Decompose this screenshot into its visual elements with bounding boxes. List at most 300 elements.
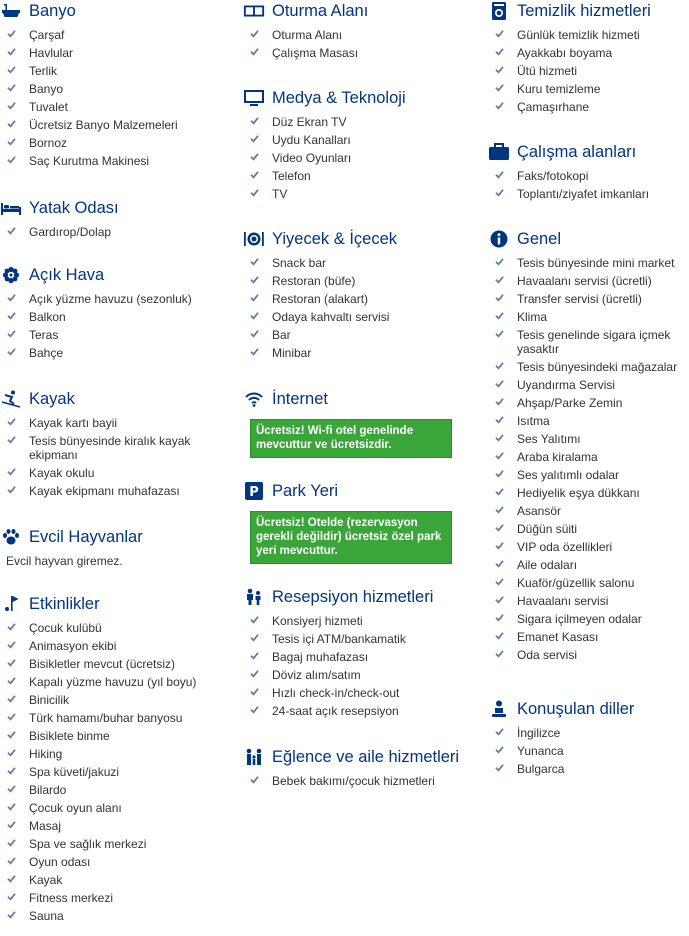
amenity-item <box>0 98 240 116</box>
check-icon <box>250 311 259 320</box>
check-icon <box>250 257 259 266</box>
amenity-list <box>0 26 240 170</box>
amenity-item <box>0 673 240 691</box>
check-icon <box>7 65 16 74</box>
section-title: Eğlence ve aile hizmetleri <box>243 746 483 768</box>
amenity-item <box>0 835 240 853</box>
check-icon <box>250 347 259 356</box>
section-title: P Park Yeri <box>243 480 483 502</box>
amenity-label: Klima <box>517 310 548 324</box>
amenity-label: Snack bar <box>272 256 327 270</box>
paw-icon <box>0 528 22 546</box>
check-icon <box>7 155 16 164</box>
check-icon <box>250 134 259 143</box>
check-icon <box>7 712 16 721</box>
amenity-item <box>243 344 483 362</box>
check-icon <box>495 379 504 388</box>
amenity-label: Toplantı/ziyafet imkanları <box>517 187 650 201</box>
check-icon <box>7 658 16 667</box>
amenity-item <box>488 376 688 394</box>
amenity-label: Binicilik <box>29 693 70 707</box>
amenity-label: Hediyelik eşya dükkanı <box>517 486 640 500</box>
amenity-label: Teras <box>29 328 59 342</box>
amenity-item <box>488 448 688 466</box>
amenity-item <box>243 44 483 62</box>
amenity-label: Faks/fotokopi <box>517 169 589 183</box>
amenity-item <box>488 520 688 538</box>
amenity-label: Çocuk kulübü <box>29 621 102 635</box>
cutlery-icon <box>243 230 265 248</box>
amenity-label: Ses Yalıtımı <box>517 432 581 446</box>
amenity-label: Restoran (büfe) <box>272 274 356 288</box>
check-icon <box>495 293 504 302</box>
amenity-label: Hızlı check-in/check-out <box>272 686 400 700</box>
section-title: Çalışma alanları <box>488 141 688 163</box>
check-icon <box>250 47 259 56</box>
amenity-item <box>488 628 688 646</box>
amenity-label: Odaya kahvaltı servisi <box>272 310 390 324</box>
section-internet <box>243 388 483 458</box>
amenity-item <box>0 44 240 62</box>
amenity-label: Bar <box>272 328 291 342</box>
section-title: Etkinlikler <box>0 593 240 615</box>
amenity-item <box>243 272 483 290</box>
check-icon <box>7 892 16 901</box>
amenity-label: TV <box>272 187 288 201</box>
check-icon <box>250 29 259 38</box>
amenity-label: Döviz alım/satım <box>272 668 361 682</box>
amenity-label: Masaj <box>29 819 62 833</box>
check-icon <box>495 275 504 284</box>
amenity-label: Düğün süiti <box>517 522 578 536</box>
amenity-item <box>0 152 240 170</box>
parking-icon <box>243 482 265 500</box>
amenity-item <box>243 702 483 720</box>
amenity-label: Çocuk oyun alanı <box>29 801 122 815</box>
check-icon <box>7 347 16 356</box>
amenity-label: Sigara içilmeyen odalar <box>517 612 642 626</box>
svg-text:P: P <box>249 485 259 500</box>
check-icon <box>250 275 259 284</box>
check-icon <box>250 329 259 338</box>
section-banyo <box>0 0 240 170</box>
check-icon <box>495 595 504 604</box>
section-temizlik-hizmetleri <box>488 0 688 116</box>
amenity-label: Spa ve sağlık merkezi <box>29 837 147 851</box>
amenity-item <box>243 684 483 702</box>
check-icon <box>7 640 16 649</box>
amenity-item <box>0 853 240 871</box>
amenity-label: Kayak okulu <box>29 466 95 480</box>
amenity-item <box>243 308 483 326</box>
check-icon <box>7 910 16 919</box>
section-title: Oturma Alanı <box>243 0 483 22</box>
check-icon <box>7 485 16 494</box>
amenity-label: Tesis genelinde sigara içmek yasaktır <box>517 328 671 356</box>
amenity-item <box>488 574 688 592</box>
amenity-label: Çalışma Masası <box>272 46 359 60</box>
amenity-label: Kayak kartı bayii <box>29 416 118 430</box>
amenity-list <box>243 612 483 720</box>
amenity-item <box>0 781 240 799</box>
check-icon <box>495 451 504 460</box>
check-icon <box>7 694 16 703</box>
check-icon <box>495 487 504 496</box>
amenity-item <box>243 113 483 131</box>
amenity-item <box>0 889 240 907</box>
section-resepsiyon-hizmetleri <box>243 586 483 720</box>
amenity-item <box>488 592 688 610</box>
info-icon <box>488 230 510 248</box>
amenity-label: Asansör <box>517 504 562 518</box>
check-icon <box>495 763 504 772</box>
amenity-item <box>488 167 688 185</box>
amenity-item <box>243 185 483 203</box>
amenity-item <box>488 760 688 778</box>
check-icon <box>7 856 16 865</box>
check-icon <box>7 119 16 128</box>
section-genel <box>488 228 688 664</box>
check-icon <box>495 397 504 406</box>
amenity-item <box>0 745 240 763</box>
check-icon <box>495 727 504 736</box>
amenity-label: Telefon <box>272 169 311 183</box>
amenity-label: Bilardo <box>29 783 67 797</box>
amenity-label: Türk hamamı/buhar banyosu <box>29 711 183 725</box>
section-title: İnternet <box>243 388 483 410</box>
amenity-label: Tuvalet <box>29 100 68 114</box>
amenity-label: Oyun odası <box>29 855 91 869</box>
amenity-item <box>243 290 483 308</box>
section-kayak <box>0 388 240 500</box>
amenity-label: Havaalanı servisi <box>517 594 609 608</box>
amenity-item <box>488 538 688 556</box>
section-title: Genel <box>488 228 688 250</box>
check-icon <box>250 170 259 179</box>
amenity-item <box>0 116 240 134</box>
amenity-label: Çamaşırhane <box>517 100 590 114</box>
amenity-label: Bahçe <box>29 346 64 360</box>
check-icon <box>7 329 16 338</box>
amenity-label: Restoran (alakart) <box>272 292 369 306</box>
amenity-label: Ahşap/Parke Zemin <box>517 396 623 410</box>
check-icon <box>495 631 504 640</box>
amenity-list <box>0 290 240 362</box>
amenity-label: Düz Ekran TV <box>272 115 347 129</box>
amenity-label: Araba kiralama <box>517 450 598 464</box>
amenity-label: Ütü hizmeti <box>517 64 578 78</box>
amenity-label: Uyandırma Servisi <box>517 378 616 392</box>
amenity-label: Uydu Kanalları <box>272 133 351 147</box>
section-title: Evcil Hayvanlar <box>0 526 240 548</box>
amenity-list <box>0 223 240 241</box>
amenity-item <box>0 464 240 482</box>
check-icon <box>7 29 16 38</box>
amenity-label: Gardırop/Dolap <box>29 225 112 239</box>
amenity-item <box>0 62 240 80</box>
reception-icon <box>243 588 265 606</box>
check-icon <box>495 29 504 38</box>
amenity-list <box>243 772 483 790</box>
bath-icon <box>0 2 22 20</box>
amenity-label: Bisikletler mevcut (ücretsiz) <box>29 657 176 671</box>
section-title: Resepsiyon hizmetleri <box>243 586 483 608</box>
parking-free-notice: Ücretsiz! Otelde (rezervasyon gerekli değildir) ücretsiz özel park yeri mevcuttur. <box>250 511 452 564</box>
amenity-item <box>0 871 240 889</box>
amenity-label: Oturma Alanı <box>272 28 343 42</box>
amenity-item <box>488 646 688 664</box>
amenity-item <box>0 414 240 432</box>
amenity-item <box>488 98 688 116</box>
check-icon <box>495 101 504 110</box>
check-icon <box>7 83 16 92</box>
check-icon <box>7 766 16 775</box>
amenity-label: Bagaj muhafazası <box>272 650 369 664</box>
amenity-item <box>243 26 483 44</box>
amenity-item <box>0 799 240 817</box>
amenity-item <box>488 62 688 80</box>
amenity-item <box>488 610 688 628</box>
amenity-label: Bisiklete binme <box>29 729 110 743</box>
amenity-label: Havaalanı servisi (ücretli) <box>517 274 652 288</box>
amenity-label: Ses yalıtımlı odalar <box>517 468 620 482</box>
skier-icon <box>0 390 22 408</box>
amenity-item <box>243 772 483 790</box>
amenity-label: Bulgarca <box>517 762 565 776</box>
check-icon <box>7 47 16 56</box>
amenity-label: Emanet Kasası <box>517 630 599 644</box>
section-acik-hava <box>0 264 240 362</box>
amenity-item <box>0 432 240 464</box>
check-icon <box>7 622 16 631</box>
amenity-label: Bornoz <box>29 136 68 150</box>
check-icon <box>7 874 16 883</box>
amenity-label: Kuru temizleme <box>517 82 601 96</box>
check-icon <box>495 361 504 370</box>
amenity-item <box>488 254 688 272</box>
check-icon <box>7 784 16 793</box>
check-icon <box>495 745 504 754</box>
amenity-item <box>488 556 688 574</box>
amenity-item <box>243 612 483 630</box>
amenity-label: Balkon <box>29 310 66 324</box>
check-icon <box>495 613 504 622</box>
amenity-label: Oda servisi <box>517 648 578 662</box>
amenity-item <box>488 724 688 742</box>
amenity-list <box>488 724 688 778</box>
check-icon <box>495 311 504 320</box>
amenity-item <box>488 412 688 430</box>
amenity-item <box>243 167 483 185</box>
section-title: Açık Hava <box>0 264 240 286</box>
amenity-list <box>0 619 240 925</box>
amenity-label: Fitness merkezi <box>29 891 114 905</box>
section-eglence-aile <box>243 746 483 790</box>
pet-policy-text: Evcil hayvan giremez. <box>6 554 123 568</box>
amenity-label: İngilizce <box>517 726 561 740</box>
check-icon <box>7 417 16 426</box>
check-icon <box>250 633 259 642</box>
amenity-label: Konsiyerj hizmeti <box>272 614 363 628</box>
amenity-label: Tesis bünyesinde mini market <box>517 256 675 270</box>
amenity-item <box>0 655 240 673</box>
check-icon <box>7 467 16 476</box>
section-medya-teknoloji <box>243 87 483 203</box>
amenity-item <box>488 430 688 448</box>
briefcase-icon <box>488 143 510 161</box>
check-icon <box>250 152 259 161</box>
check-icon <box>495 559 504 568</box>
section-evcil-hayvanlar <box>0 526 240 568</box>
amenity-item <box>243 648 483 666</box>
amenity-item <box>0 223 240 241</box>
section-title: Konuşulan diller <box>488 698 688 720</box>
bed-icon <box>0 199 22 217</box>
amenity-label: 24-saat açık resepsiyon <box>272 704 399 718</box>
amenity-item <box>0 482 240 500</box>
check-icon <box>250 293 259 302</box>
amenity-item <box>488 26 688 44</box>
check-icon <box>7 137 16 146</box>
amenity-label: Kuaför/güzellik salonu <box>517 576 635 590</box>
amenity-item <box>0 727 240 745</box>
amenity-list <box>488 26 688 116</box>
section-title: Temizlik hizmetleri <box>488 0 688 22</box>
check-icon <box>495 83 504 92</box>
amenity-list <box>243 113 483 203</box>
check-icon <box>250 775 259 784</box>
check-icon <box>495 577 504 586</box>
section-oturma-alani <box>243 0 483 62</box>
amenity-label: Tesis bünyesinde kiralık kayak ekipmanı <box>29 434 191 462</box>
check-icon <box>7 820 16 829</box>
amenity-item <box>243 666 483 684</box>
amenity-item <box>0 907 240 925</box>
washing-machine-icon <box>488 2 510 20</box>
check-icon <box>495 469 504 478</box>
amenity-item <box>0 691 240 709</box>
section-title: Yatak Odası <box>0 197 240 219</box>
amenity-item <box>488 290 688 308</box>
amenity-label: Saç Kurutma Makinesi <box>29 154 150 168</box>
check-icon <box>495 649 504 658</box>
check-icon <box>495 170 504 179</box>
amenity-label: Aile odaları <box>517 558 578 572</box>
amenity-item <box>488 272 688 290</box>
amenity-label: Ayakkabı boyama <box>517 46 613 60</box>
section-konusulan-diller <box>488 698 688 778</box>
check-icon <box>495 47 504 56</box>
check-icon <box>495 523 504 532</box>
section-title: Kayak <box>0 388 240 410</box>
amenity-label: Spa küveti/jakuzi <box>29 765 120 779</box>
amenity-label: Transfer servisi (ücretli) <box>517 292 642 306</box>
check-icon <box>250 651 259 660</box>
amenity-label: VIP oda özellikleri <box>517 540 613 554</box>
amenity-list <box>243 254 483 362</box>
section-etkinlikler <box>0 593 240 925</box>
amenity-label: Banyo <box>29 82 64 96</box>
check-icon <box>495 433 504 442</box>
section-yatak-odasi <box>0 197 240 241</box>
check-icon <box>495 65 504 74</box>
check-icon <box>7 730 16 739</box>
amenity-label: Tesis bünyesindeki mağazalar <box>517 360 678 374</box>
check-icon <box>250 615 259 624</box>
flower-icon <box>0 266 22 284</box>
amenity-label: Minibar <box>272 346 312 360</box>
amenity-item <box>0 308 240 326</box>
check-icon <box>495 505 504 514</box>
amenity-item <box>0 709 240 727</box>
amenity-item <box>488 502 688 520</box>
amenity-item <box>243 131 483 149</box>
amenity-label: Ücretsiz Banyo Malzemeleri <box>29 118 178 132</box>
amenity-label: Açık yüzme havuzu (sezonluk) <box>29 292 192 306</box>
amenity-item <box>243 630 483 648</box>
amenity-item <box>243 254 483 272</box>
amenity-label: Çarşaf <box>29 28 65 42</box>
amenity-item <box>0 817 240 835</box>
amenity-item <box>488 484 688 502</box>
amenity-list <box>488 167 688 203</box>
check-icon <box>7 676 16 685</box>
wifi-icon <box>243 390 265 408</box>
check-icon <box>250 705 259 714</box>
amenity-item <box>0 344 240 362</box>
amenity-label: Yunanca <box>517 744 564 758</box>
amenity-item <box>488 358 688 376</box>
amenity-item <box>0 326 240 344</box>
check-icon <box>7 101 16 110</box>
section-park-yeri <box>243 480 483 564</box>
amenity-item <box>488 742 688 760</box>
amenity-label: Sauna <box>29 909 64 923</box>
amenity-item <box>243 149 483 167</box>
amenity-label: Isıtma <box>517 414 550 428</box>
amenity-label: Kapalı yüzme havuzu (yıl boyu) <box>29 675 197 689</box>
check-icon <box>7 435 16 444</box>
amenity-item <box>488 394 688 412</box>
check-icon <box>250 188 259 197</box>
amenity-label: Günlük temizlik hizmeti <box>517 28 640 42</box>
amenity-label: Animasyon ekibi <box>29 639 117 653</box>
section-title: Banyo <box>0 0 240 22</box>
section-calisma-alanlari <box>488 141 688 203</box>
amenity-item <box>0 134 240 152</box>
amenity-item <box>488 44 688 62</box>
check-icon <box>250 669 259 678</box>
amenity-label: Video Oyunları <box>272 151 352 165</box>
amenity-item <box>0 80 240 98</box>
family-icon <box>243 748 265 766</box>
amenity-item <box>488 326 688 358</box>
amenity-label: Terlik <box>29 64 58 78</box>
wifi-free-notice: Ücretsiz! Wi-fi otel genelinde mevcuttur ve ücretsizdir. <box>250 419 452 458</box>
amenity-label: Kayak <box>29 873 63 887</box>
amenity-label: Tesis içi ATM/bankamatik <box>272 632 406 646</box>
amenity-label: Havlular <box>29 46 74 60</box>
section-title: Medya & Teknoloji <box>243 87 483 109</box>
check-icon <box>7 748 16 757</box>
amenity-list <box>0 414 240 500</box>
amenity-item <box>488 185 688 203</box>
section-title: Yiyecek & İçecek <box>243 228 483 250</box>
amenity-item <box>0 619 240 637</box>
check-icon <box>7 293 16 302</box>
check-icon <box>7 802 16 811</box>
check-icon <box>495 257 504 266</box>
